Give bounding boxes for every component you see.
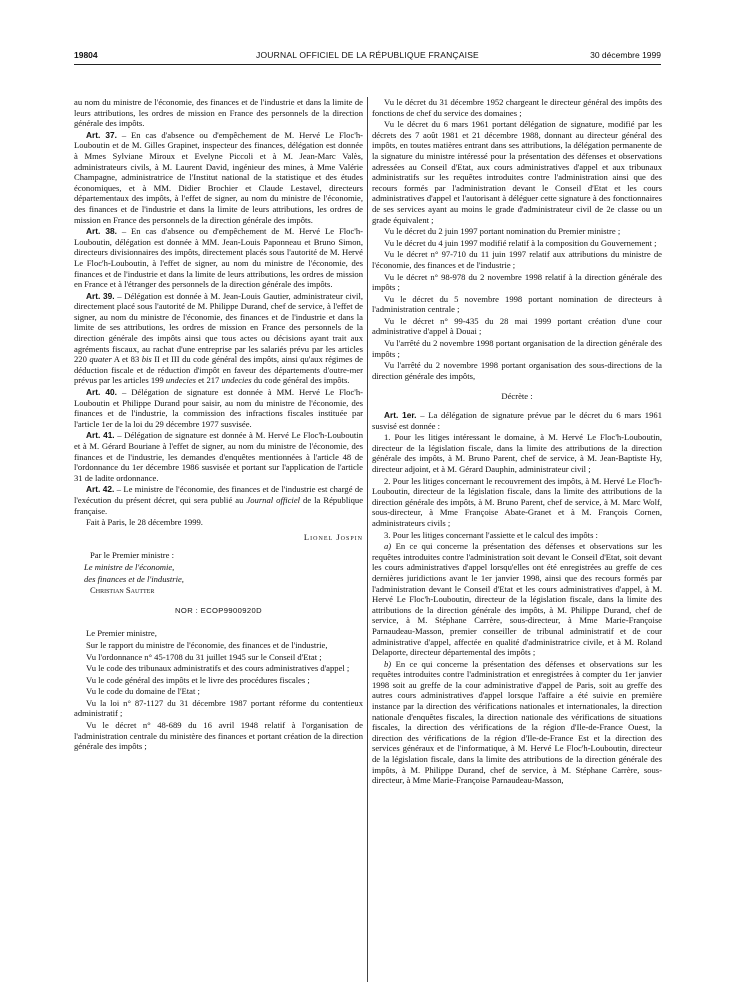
visa: Vu l'arrêté du 2 novembre 1998 portant organisation des sous-directions de la direction générale des impôts, xyxy=(372,360,662,381)
italic-term: undecies xyxy=(221,375,252,386)
article-label: Art. 37. xyxy=(86,129,117,140)
header-rule xyxy=(74,64,661,65)
article-text: – Le ministre de l'économie, des finances et de l'industrie est chargé de l'exécution du présent décret, qui sera publié au xyxy=(74,484,363,505)
column-divider xyxy=(367,97,368,982)
visa: Vu le décret du 5 novembre 1998 portant nomination de directeurs à l'administration centrale ; xyxy=(372,293,662,315)
item-label: b) xyxy=(384,658,392,669)
left-column xyxy=(74,97,363,982)
article-label: Art. 39. xyxy=(86,290,115,301)
premier-ministre: Le Premier ministre, xyxy=(86,628,157,639)
article-text: du code général des impôts. xyxy=(251,375,350,386)
article-1 xyxy=(372,410,662,431)
page-header xyxy=(74,50,661,64)
visa: Sur le rapport du ministre de l'économie, des finances et de l'industrie, xyxy=(86,639,328,650)
italic-term: des finances et de l'industrie, xyxy=(84,573,184,584)
paragraph: 3. Pour les litiges concernant l'assiette et le calcul des impôts : xyxy=(384,529,598,540)
visa: Vu le code des tribunaux administratifs et des cours administratives d'appel ; xyxy=(86,663,350,674)
item-label: a) xyxy=(384,541,392,552)
article-38 xyxy=(74,226,363,290)
minister-title-2 xyxy=(84,574,363,585)
article-39 xyxy=(74,291,363,386)
article-label: Art. 40. xyxy=(86,387,117,398)
article-text: – La délégation de signature prévue par le décret du 6 mars 1961 susvisé est donnée : xyxy=(372,410,662,431)
article-text: A et 83 xyxy=(111,354,142,365)
italic-term: bis xyxy=(141,354,152,365)
paragraph-b xyxy=(372,659,662,786)
visa: Vu le décret du 4 juin 1997 modifié relatif à la composition du Gouvernement ; xyxy=(384,237,657,248)
article-text: – En cas d'absence ou d'empêchement de M. Hervé Le Floc'h-Louboutin et de M. Gilles Grapinet, inspecteur des finances, délégation est donnée à Mmes Sylviane Miroux et Evelyne Piccoli et à M. Jean-Marc Valès, administrateurs civils, à M. Laurent David, ingénieur des mines, à Mme Valérie Champagne, administratrice de l'Institut national de la statistique et des études économiques, et à MM. Didier Brochier et Claude Lestavel, directeurs départementaux des impôts, à l'effet de signer, au nom du ministre de l'économie, des finances et de l'industrie et dans la limite de leurs attributions, les ordres de mission en France des personnels de la direction générale des impôts. xyxy=(74,129,363,225)
article-label: Art. 1er. xyxy=(384,410,417,421)
paragraph: 2. Pour les litiges concernant le recouvrement des impôts, à M. Hervé Le Floc'h-Louboutin, directeur de la législation fiscale, dans la limite des attributions de la direction générale des impôts, à M. Bruno Parent, chef de service, à M. Marc Wolf, sous-directeur, à Mme Françoise Abate-Granet et à M. François Cornen, administrateurs civils ; xyxy=(372,475,662,528)
fait-line: Fait à Paris, le 28 décembre 1999. xyxy=(86,517,203,528)
signer-name: Lionel Jospin xyxy=(303,531,363,542)
article-text: – En cas d'absence ou d'empêchement de M. Hervé Le Floc'h-Louboutin, délégation est donnée à MM. Jean-Louis Paponneau et Bruno Simon, directeurs divisionnaires des impôts, directement placés sous l'autorité de M. Hervé Le Floc'h-Louboutin, à l'effet de signer, au nom du ministre de l'économie, des finances et de l'industrie et dans la limite de leurs attributions, les ordres de mission en France et à l'étranger des personnels de la direction générale des impôts. xyxy=(74,226,363,290)
italic-term: Journal officiel xyxy=(246,494,301,505)
visa: Vu l'arrêté du 2 novembre 1998 portant organisation de la direction générale des impôts ; xyxy=(372,338,662,359)
article-40 xyxy=(74,387,363,429)
article-text: – Délégation de signature est donnée à MM. Hervé Le Floc'h-Louboutin et Philippe Durand pour saisir, au nom du ministre de l'économie, des finances et de l'industrie, la commission des infractions fiscales instituée par l'article 1er de la loi du 29 décembre 1977 susvisée. xyxy=(74,387,363,429)
visa: Vu le décret n° 48-689 du 16 avril 1948 relatif à l'organisation de l'administration centrale du ministère des finances et portant création de la direction générale des impôts ; xyxy=(74,720,363,752)
visa: Vu l'ordonnance n° 45-1708 du 31 juillet 1945 sur le Conseil d'Etat ; xyxy=(86,651,322,662)
article-41 xyxy=(74,430,363,483)
right-column xyxy=(372,97,662,982)
italic-term: undecies xyxy=(165,375,196,386)
journal-title: JOURNAL OFFICIEL DE LA RÉPUBLIQUE FRANÇAISE xyxy=(256,50,479,60)
article-label: Art. 38. xyxy=(86,226,117,237)
article-42 xyxy=(74,484,363,516)
visa: Vu le décret du 31 décembre 1952 chargeant le directeur général des impôts des fonctions de chef du service des domaines ; xyxy=(372,97,662,118)
visa: Vu le décret n° 98-978 du 2 novembre 1998 relatif à la direction générale des impôts ; xyxy=(372,271,662,293)
nor-reference: NOR : ECOP9900920D xyxy=(175,605,262,615)
decrete-heading: Décrète : xyxy=(501,391,533,402)
paragraph: au nom du ministre de l'économie, des finances et de l'industrie et dans la limite de leurs attributions, les ordres de mission en France des personnels de la direction générale des impôts. xyxy=(74,97,363,129)
article-text: II et III du code général des impôts, ainsi qu'aux régimes de déduction fiscale et de réduction d'impôt en faveur des départements d'outre-mer prévus par les articles 199 xyxy=(74,354,363,386)
visa: Vu la loi n° 87-1127 du 31 décembre 1987 portant réforme du contentieux administratif ; xyxy=(74,697,363,719)
page-number: 19804 xyxy=(74,50,98,60)
issue-date: 30 décembre 1999 xyxy=(590,50,661,60)
visa: Vu le décret n° 97-710 du 11 juin 1997 relatif aux attributions du ministre de l'économie, des finances et de l'industrie ; xyxy=(372,249,662,270)
article-label: Art. 41. xyxy=(86,430,115,441)
visa: Vu le décret n° 99-435 du 28 mai 1999 portant création d'une cour administrative d'appel à Douai ; xyxy=(372,315,662,337)
article-text: et 217 xyxy=(195,375,222,386)
par-le-line: Par le Premier ministre : xyxy=(90,550,175,561)
article-text: de la République française. xyxy=(74,494,363,516)
article-37 xyxy=(74,130,363,225)
visa: Vu le code général des impôts et le livre des procédures fiscales ; xyxy=(86,674,310,685)
visa: Vu le décret du 2 juin 1997 portant nomination du Premier ministre ; xyxy=(384,226,621,237)
italic-term: Le ministre de l'économie, xyxy=(84,561,175,572)
italic-term: quater xyxy=(89,354,112,365)
paragraph: 1. Pour les litiges intéressant le domaine, à M. Hervé Le Floc'h-Louboutin, directeur de la législation fiscale, dans la limite des attributions de la direction générale des impôts, à M. Bruno Parent, chef de service, à M. Jean-Baptiste Hy, directeur adjoint, et à M. Gérard Dauphin, administrateur civil ; xyxy=(372,432,662,474)
visa: Vu le code du domaine de l'Etat ; xyxy=(86,686,200,697)
minister-title-1 xyxy=(84,562,363,573)
paragraph-a xyxy=(372,541,662,658)
item-text: En ce qui concerne la présentation des défenses et observations sur les requêtes introduites contre l'administration soit devant le Conseil d'Etat, soit devant les cours administratives d'appel lorsqu'elles ont été enregistrées au greffe de ces dernières juridictions avant le 1er janvier 1998, ainsi que des recours formés par l'administration devant le Conseil d'Etat et les cours administratives d'appel, à M. Hervé Le Floc'h-Louboutin, directeur de la législation fiscale, dans la limite des attributions de la direction générale des impôts, à M. Philippe Durand, chef de service, à M. Stéphane Carrère, sous-directeur, à Mme Marie-Françoise Parnaudeau-Masson, premier conseiller de tribunal administratif et de cour administrative d'appel, affectée en qualité d'administratrice civile, et à M. Roland Delaporte, directeur départemental des impôts ; xyxy=(372,541,662,658)
article-text: – Délégation est donnée à M. Jean-Louis Gautier, administrateur civil, directement placé sous l'autorité de M. Philippe Durand, chef de service, à l'effet de signer, au nom du ministre de l'économie, des finances et de l'industrie et dans la limite de ses attributions, les ordres de mission en France des personnels de la direction générale des impôts ainsi que tous actes ou décisions ayant trait aux agréments fiscaux, au rachat d'une entreprise par les salariés prévu par les articles 220 xyxy=(74,290,363,365)
minister-name: Christian Sautter xyxy=(90,585,155,596)
item-text: En ce qui concerne la présentation des défenses et observations sur les requêtes introduites contre l'administration et enregistrées à compter du 1er janvier 1998 soit au greffe de la cour administrative d'appel de Paris, soit au greffe des autres cours administratives d'appel lorsque l'affaire a été suivie en première instance par la direction des vérifications nationales et internationales, la direction nationale d'enquêtes fiscales, la direction nationale des vérifications de situations fiscales, la direction des vérifications de la région d'Ile-de-France Ouest, la direction des vérifications de la région d'Ile-de-France Est et la direction des services généraux et de l'informatique, à M. Hervé Le Floc'h-Louboutin, directeur de la législation fiscale, dans la limite des attributions de la direction générale des impôts, à M. Philippe Durand, chef de service, à M. Stéphane Carrère, sous-directeur, à Mme Marie-Françoise Parnaudeau-Masson, xyxy=(372,658,662,786)
article-text: – Délégation de signature est donnée à M. Hervé Le Floc'h-Louboutin et à M. Gérard Bouriane à l'effet de signer, au nom du ministre de l'économie, des finances et de l'industrie, les demandes d'enquêtes mentionnées à l'article 48 de l'ordonnance du 1er décembre 1986 susvisée et portant sur l'application de l'article 31 de ladite ordonnance. xyxy=(74,430,363,483)
article-label: Art. 42. xyxy=(86,484,115,495)
visa: Vu le décret du 6 mars 1961 portant délégation de signature, modifié par les décrets des 7 août 1981 et 21 décembre 1988, donnant au directeur général des impôts, en toutes matières entrant dans ses attributions, la délégation permanente de la signature du ministre intéressé pour la présentation des défenses et observations adressées au Conseil d'Etat, aux cours administratives d'appel et aux tribunaux administratifs sur les requêtes introduites contre l'administration ainsi que des recours formés par l'administration devant le Conseil d'Etat et les cours administratives d'appel et l'autorisant à déléguer cette signature à des fonctionnaires de ses services ayant au moins le grade d'administrateur civil de 2e classe ou un grade équivalent ; xyxy=(372,119,662,225)
